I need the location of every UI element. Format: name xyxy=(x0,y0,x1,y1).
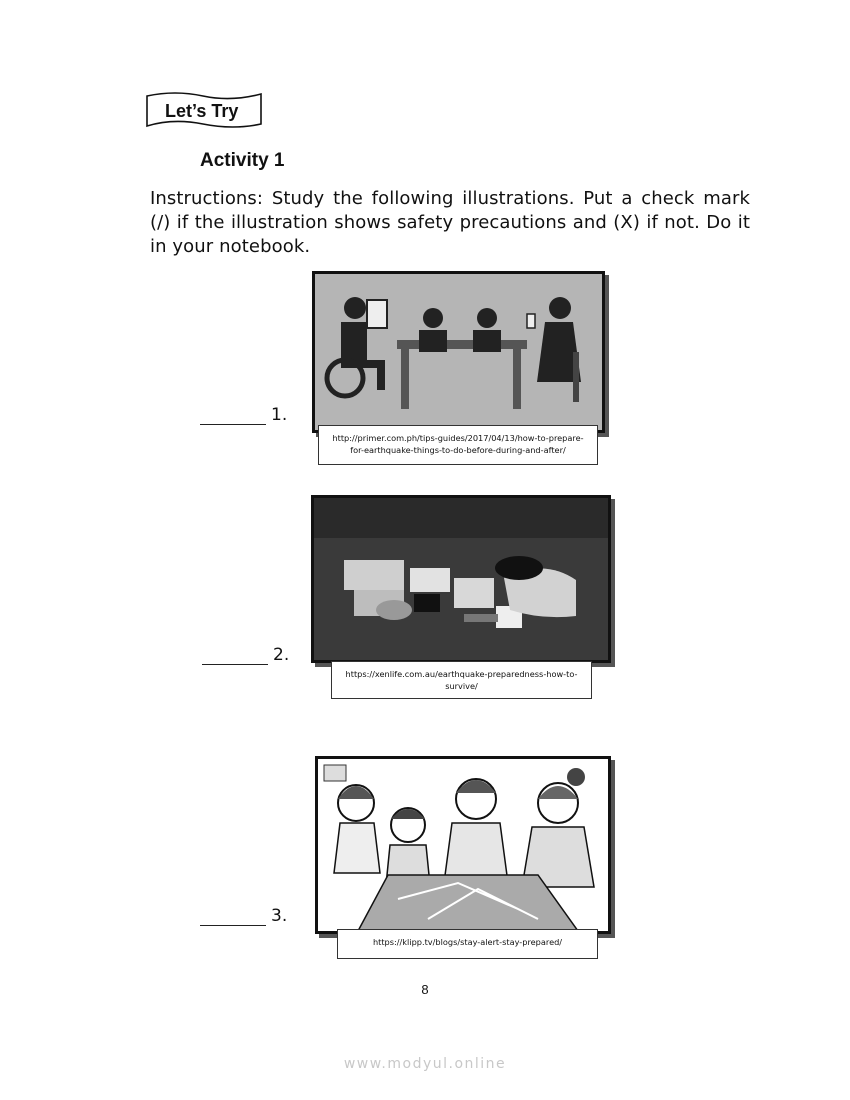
source-line: survive/ xyxy=(445,681,478,691)
source-line: https://klipp.tv/blogs/stay-alert-stay-prepared/ xyxy=(372,937,563,947)
source-line: for-earthquake-things-to-do-before-during-and-after/ xyxy=(350,445,566,455)
answer-line-1 xyxy=(200,405,287,425)
family-evacuation-map-cartoon xyxy=(318,759,608,931)
klipp-logo xyxy=(324,765,346,781)
source-caption-2 xyxy=(331,661,592,699)
item-number: 2. xyxy=(273,645,290,665)
lets-try-banner xyxy=(145,88,261,130)
illustration-1 xyxy=(312,271,605,433)
family-planning-icon xyxy=(315,274,602,430)
banner-label: Let’s Try xyxy=(165,101,239,121)
activity-title: Activity 1 xyxy=(200,150,285,171)
answer-blank xyxy=(200,408,266,425)
source-caption-1 xyxy=(318,425,598,465)
instructions-text: Instructions: Study the following illustrations. Put a check mark (/) if the illustration shows safety precautions and (X) if not. Do it in your notebook. xyxy=(150,188,750,257)
watermark: www.modyul.online xyxy=(343,1056,507,1072)
source-line: https://xenlife.com.au/earthquake-preparedness-how-to- xyxy=(345,669,578,679)
answer-blank xyxy=(202,648,268,665)
illustration-3 xyxy=(315,756,611,934)
page-number: 8 xyxy=(421,982,429,997)
answer-blank xyxy=(200,909,266,926)
item-number: 1. xyxy=(271,405,288,425)
emergency-supplies-photo xyxy=(314,498,608,660)
source-line: http://primer.com.ph/tips-guides/2017/04/13/how-to-prepare- xyxy=(332,433,584,443)
answer-line-2 xyxy=(202,645,289,665)
answer-line-3 xyxy=(200,906,287,926)
item-number: 3. xyxy=(271,906,288,926)
illustration-2 xyxy=(311,495,611,663)
source-caption-3 xyxy=(337,929,598,959)
